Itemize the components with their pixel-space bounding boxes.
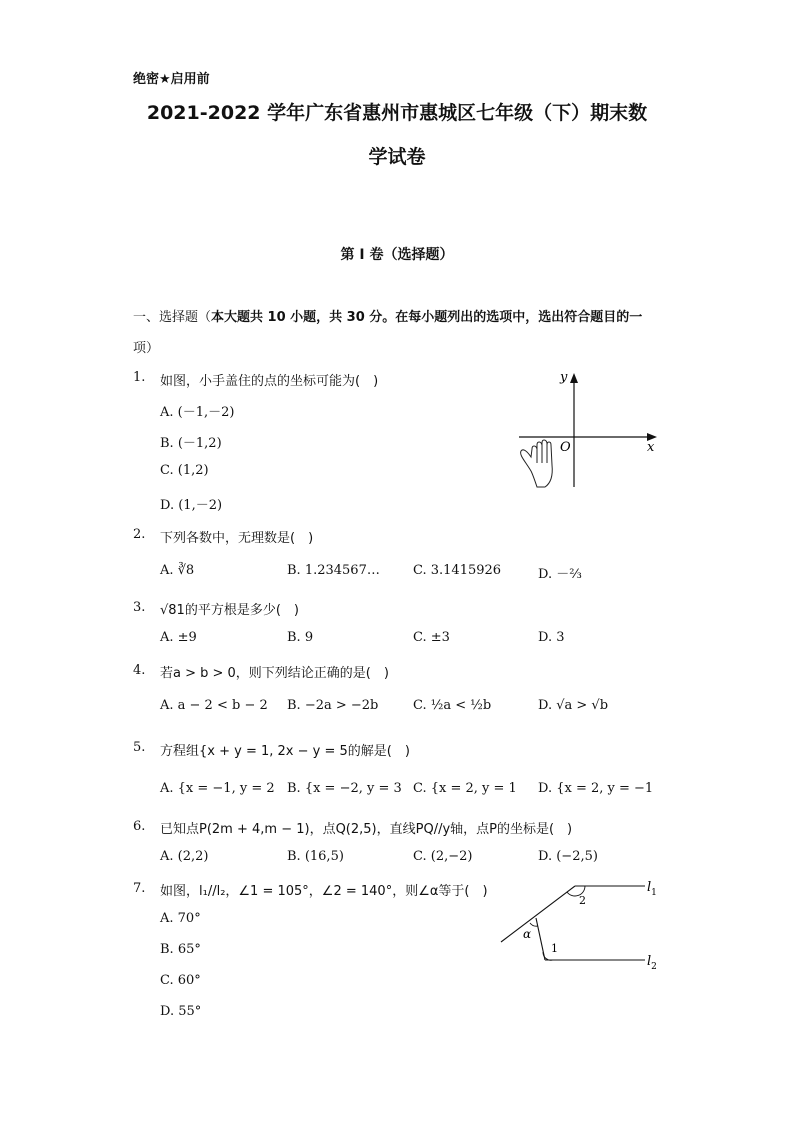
l1-label: $l_1$ [647, 880, 657, 898]
origin-label: O [560, 440, 571, 455]
question-text: 下列各数中，无理数是( ) [160, 531, 314, 546]
option-c: C. 3.1415926 [413, 563, 502, 578]
x-axis-label: x [647, 440, 655, 455]
option-b: B. 1.234567… [287, 563, 380, 578]
option-a: A. 70° [160, 911, 201, 926]
question-text: 方程组{x + y = 1, 2x − y = 5的解是( ) [160, 744, 410, 759]
option-d: D. －⅔ [538, 567, 582, 582]
option-c: C. ½a < ½b [413, 698, 492, 713]
question-text: 若a > b > 0，则下列结论正确的是( ) [160, 666, 389, 681]
option-a: A. {x = −1, y = 2 [160, 781, 275, 796]
question-text: 已知点P(2m + 4,m − 1)，点Q(2,5)，直线PQ//y轴，点P的坐标是( ) [160, 822, 573, 837]
option-c: C. ±3 [413, 630, 450, 645]
exam-title-line2: 学试卷 [368, 146, 426, 168]
question-text: √81的平方根是多少( ) [160, 603, 299, 618]
question-number: 5. [133, 740, 146, 755]
transversal-line [501, 886, 575, 942]
coordinate-figure [515, 365, 665, 495]
option-d: D. {x = 2, y = −1 [538, 781, 654, 796]
question-number: 4. [133, 663, 146, 678]
option-c: C. (2,−2) [413, 849, 473, 864]
option-b: B. 65° [160, 942, 201, 957]
segment-line [536, 918, 545, 960]
option-b: B. {x = −2, y = 3 [287, 781, 402, 796]
option-b: B. (16,5) [287, 849, 344, 864]
question-number: 2. [133, 527, 146, 542]
option-c: C. 60° [160, 973, 201, 988]
option-b: B. (－1,2) [160, 436, 222, 451]
question-number: 3. [133, 600, 146, 615]
secret-label: 绝密★启用前 [133, 72, 210, 87]
question-text: 如图，小手盖住的点的坐标可能为( ) [160, 374, 379, 389]
section-instructions-line2: 项） [133, 341, 160, 356]
option-d: D. (−2,5) [538, 849, 598, 864]
l2-label: $l_2$ [647, 954, 657, 972]
option-d: D. √a > √b [538, 698, 609, 713]
y-axis-arrow-icon [570, 373, 578, 383]
option-a: A. ∛8 [160, 563, 195, 578]
option-a: A. (2,2) [160, 849, 209, 864]
option-a: A. ±9 [160, 630, 197, 645]
y-axis-label: y [560, 370, 568, 385]
option-b: B. −2a > −2b [287, 698, 379, 713]
part-label: 第 I 卷（选择题） [340, 247, 454, 263]
exam-title-line1: 2021-2022 学年广东省惠州市惠城区七年级（下）期末数 [146, 102, 648, 124]
option-a: A. (－1,－2) [160, 405, 235, 420]
section-prefix: 一、选择题（ [133, 310, 212, 325]
question-number: 7. [133, 881, 146, 896]
option-c: C. (1,2) [160, 463, 209, 478]
section-bold-text: 本大题共 10 小题，共 30 分。在每小题列出的选项中，选出符合题目的一 [211, 310, 643, 325]
angle-2-label: 2 [579, 894, 586, 907]
option-b: B. 9 [287, 630, 314, 645]
question-number: 1. [133, 370, 146, 385]
question-text: 如图，l₁//l₂，∠1 = 105°，∠2 = 140°，则∠α等于( ) [160, 884, 488, 899]
hand-icon [521, 440, 553, 487]
option-d: D. (1,－2) [160, 498, 223, 513]
parallel-lines-figure [495, 872, 670, 977]
option-d: D. 55° [160, 1004, 202, 1019]
option-d: D. 3 [538, 630, 565, 645]
question-number: 6. [133, 819, 146, 834]
section-instructions [133, 306, 642, 325]
angle-1-label: 1 [551, 942, 558, 955]
option-a: A. a − 2 < b − 2 [160, 698, 268, 713]
option-c: C. {x = 2, y = 1 [413, 781, 517, 796]
angle-alpha-label: α [523, 927, 532, 941]
